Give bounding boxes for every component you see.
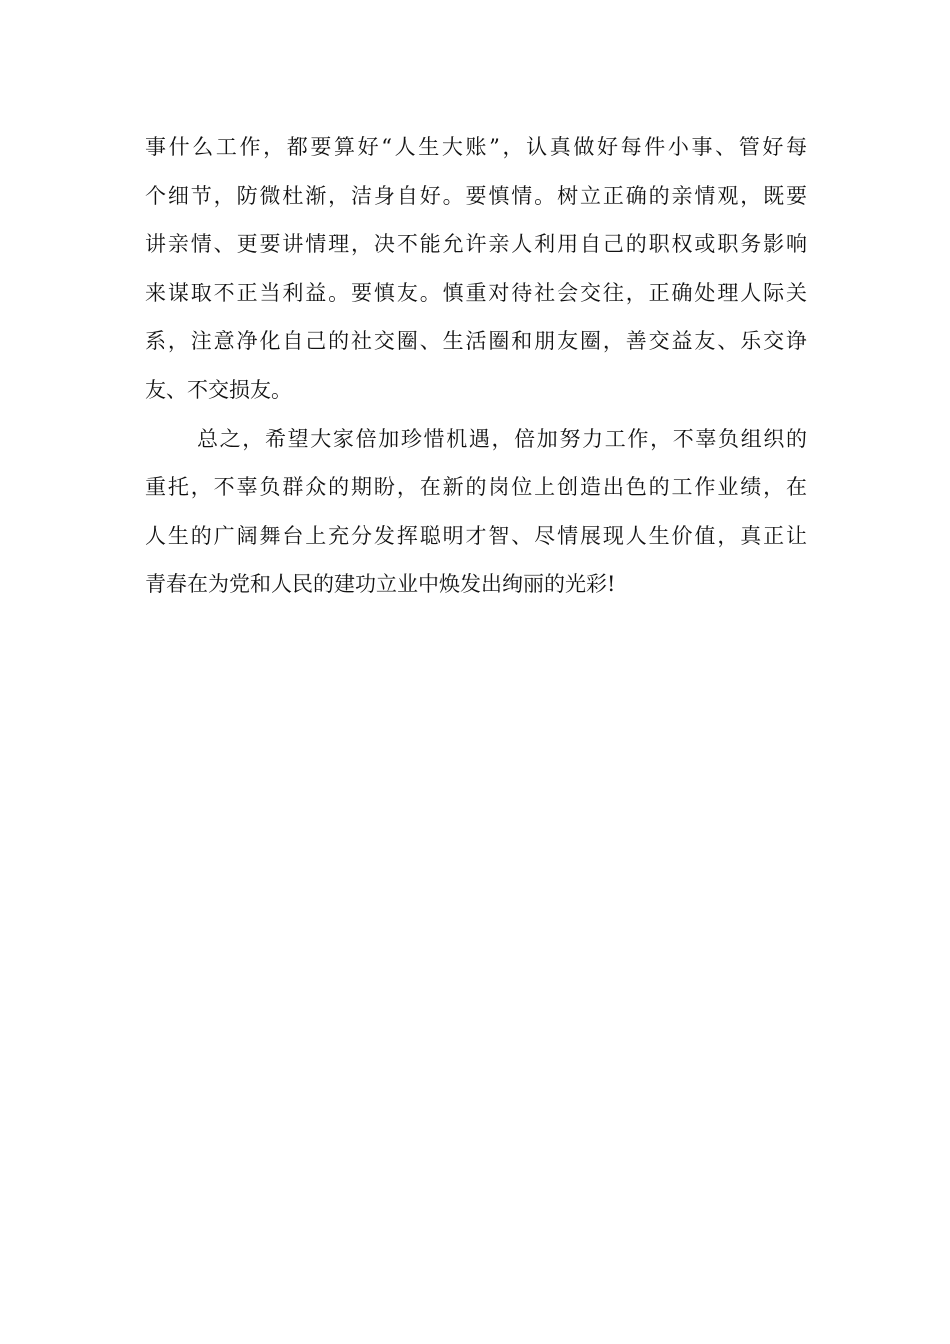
text-line: 事什么工作，都要算好“人生大账”，认真做好每件小事、管好每 xyxy=(145,135,807,159)
text-line: 总之，希望大家倍加珍惜机遇，倍加努力工作，不辜负组织的 xyxy=(197,426,807,451)
text-line: 系，注意净化自己的社交圈、生活圈和朋友圈，善交益友、乐交诤 xyxy=(145,329,807,354)
text-line: 人生的广阔舞台上充分发挥聪明才智、尽情展现人生价值，真正让 xyxy=(145,523,807,548)
text-line: 友、不交损友。 xyxy=(145,377,292,402)
document-body xyxy=(145,123,807,609)
text-line: 青春在为党和人民的建功立业中焕发出绚丽的光彩! xyxy=(145,572,616,597)
text-line: 来谋取不正当利益。要慎友。慎重对待社会交往，正确处理人际关 xyxy=(145,280,807,305)
text-line: 个细节，防微杜渐，洁身自好。要慎情。树立正确的亲情观，既要 xyxy=(145,183,807,208)
text-line: 重托，不辜负群众的期盼，在新的岗位上创造出色的工作业绩，在 xyxy=(145,475,807,500)
paragraph-continued xyxy=(145,123,807,415)
text-line: 讲亲情、更要讲情理，决不能允许亲人利用自己的职权或职务影响 xyxy=(145,232,807,257)
paragraph-conclusion xyxy=(145,415,807,609)
